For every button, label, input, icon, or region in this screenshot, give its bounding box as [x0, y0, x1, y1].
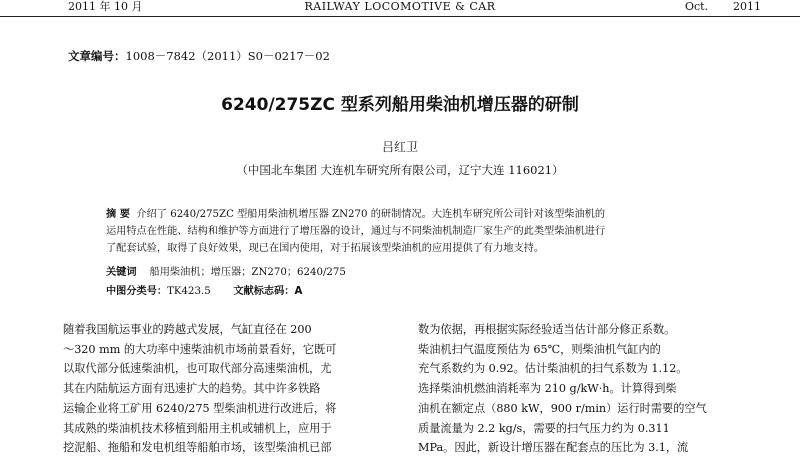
abstract-line-1 [106, 206, 706, 223]
body-left-line: 以取代部分低速柴油机，也可取代部分高速柴油机，尤 [63, 362, 332, 376]
paper-title: 6240/275ZC 型系列船用柴油机增压器的研制 [221, 95, 579, 115]
body-left-line: 运输企业将工矿用 6240/275 型柴油机进行改进后，将 [63, 401, 337, 415]
keywords-value: 船用柴油机；增压器；ZN270；6240/275 [149, 267, 346, 278]
abstract-line-3: 了配套试验，取得了良好效果，现已在国内使用，对于拓展该型柴油机的应用提供了有力地支持。 [106, 243, 545, 254]
article-number-value: 1008－7842（2011）S0－0217－02 [125, 49, 330, 63]
body-right-line: 充气系数约为 0.92。估计柴油机的扫气系数为 1.12。 [418, 362, 688, 376]
classification [106, 282, 302, 297]
body-left-line: 其成熟的柴油机技术移植到船用主机或辅机上，应用于 [63, 421, 332, 435]
body-right-line: MPa。因此，新设计增压器在配套点的压比为 3.1，流 [418, 441, 689, 455]
article-number-label: 文章编号： [68, 49, 126, 63]
abstract-label: 摘 要 [106, 209, 130, 220]
clc-value: TK423.5 [167, 286, 211, 297]
body-column-left [63, 320, 381, 458]
article-number [68, 48, 330, 64]
body-left-line: 其在内陆航运方面有迅速扩大的趋势。其中许多铁路 [63, 382, 321, 396]
doc-code-label: 文献标志码： [233, 286, 295, 297]
abstract-text-1: 介绍了 6240/275ZC 型船用柴油机增压器 ZN270 的研制情况。大连机车研究所公司针对该型柴油机的 [136, 209, 606, 220]
doc-code-value: A [294, 286, 303, 297]
clc-label: 中图分类号： [106, 286, 168, 297]
header-journal-name: RAILWAY LOCOMOTIVE & CAR [304, 0, 496, 13]
body-right-line: 油机在额定点（880 kW，900 r/min）运行时需要的空气 [418, 401, 707, 415]
keywords [106, 263, 346, 278]
body-right-line: 选择柴油机燃油消耗率为 210 g/kW·h。计算得到柴 [418, 382, 677, 396]
author-affiliation: （中国北车集团 大连机车研究所有限公司，辽宁大连 116021） [236, 163, 564, 177]
body-left-line: ～320 mm 的大功率中速柴油机市场前景看好，它既可 [63, 342, 337, 356]
header-date: 2011 年 10 月 [68, 0, 143, 13]
body-left-line: 随着我国航运事业的跨越式发展，气缸直径在 200 [63, 323, 312, 336]
abstract [106, 206, 706, 257]
header-year: 2011 [733, 0, 761, 13]
running-header [0, 0, 800, 17]
body-right-line: 质量流量为 2.2 kg/s，需要的扫气压力约为 0.311 [418, 421, 670, 435]
body-right-line: 柴油机扫气温度预估为 65℃，则柴油机气缸内的 [418, 342, 661, 356]
header-month: Oct. [685, 0, 709, 13]
keywords-label: 关键词 [106, 267, 137, 278]
body-column-right [418, 320, 736, 458]
abstract-line-2: 运用特点在性能、结构和维护等方面进行了增压器的设计，通过与不同柴油机制造厂家生产的此类型柴油机进行 [106, 226, 606, 237]
body-right-line: 数为依据，再根据实际经验适当估计部分修正系数。 [418, 323, 676, 336]
author-name: 吕红卫 [381, 140, 418, 154]
body-left-line: 挖泥船、拖船和发电机组等船舶市场，该型柴油机已部 [63, 441, 332, 455]
